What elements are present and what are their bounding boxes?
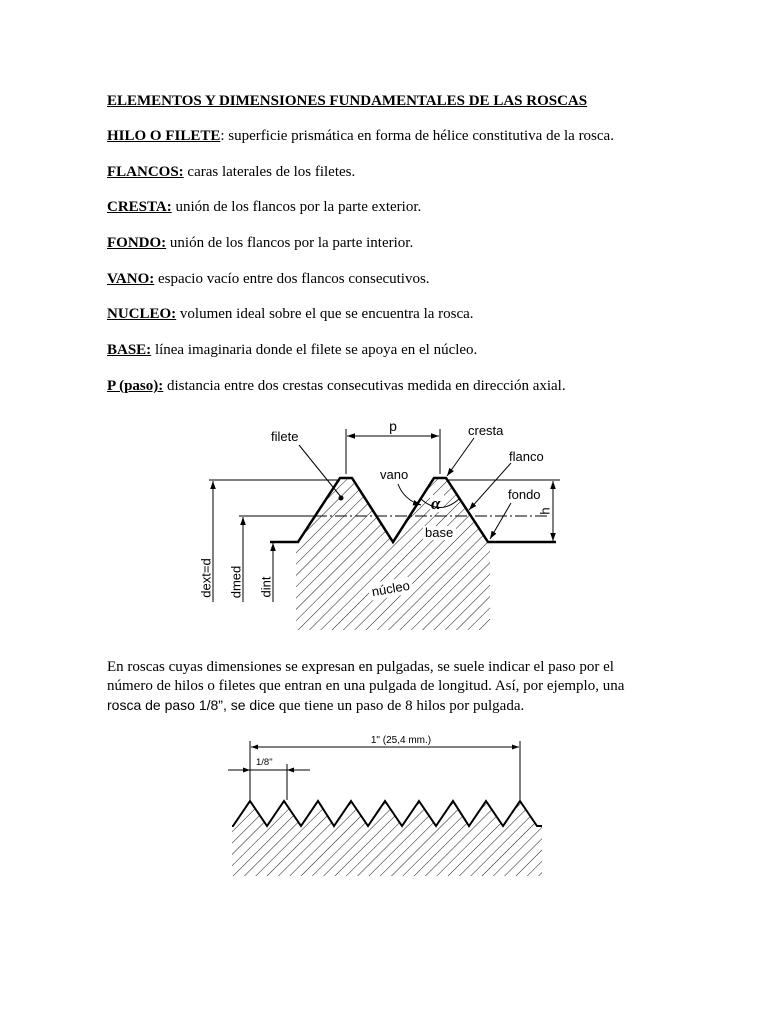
definition-cresta <box>107 198 421 216</box>
dint-label: dint <box>258 576 274 598</box>
dext-label: dext=d <box>198 558 214 598</box>
definition-text: línea imaginaria donde el filete se apoya en el núcleo. <box>151 342 478 358</box>
definition-text: unión de los flancos por la parte exterior. <box>171 199 422 215</box>
inch-length-label: 1" (25,4 mm.) <box>370 735 432 746</box>
inch-paragraph-line-2: número de hilos o filetes que entran en una pulgada de longitud. Así, por ejemplo, una <box>107 678 625 694</box>
fondo-leader-line <box>490 503 511 539</box>
definition-term: P (paso): <box>107 378 164 394</box>
definition-nucleo <box>107 305 474 323</box>
vano-label: vano <box>380 467 409 482</box>
flanco-label: flanco <box>509 449 544 464</box>
fondo-label: fondo <box>508 487 541 502</box>
definition-term: NUCLEO: <box>107 306 177 322</box>
definition-term: FLANCOS: <box>107 164 184 180</box>
definition-fondo <box>107 234 413 252</box>
definition-flancos <box>107 163 355 181</box>
filete-label: filete <box>271 429 299 444</box>
definition-base <box>107 341 477 359</box>
definition-text: volumen ideal sobre el que se encuentra la rosca. <box>176 306 474 322</box>
definition-paso <box>107 377 566 395</box>
inch-pitch-diagram <box>220 722 560 884</box>
inch-paragraph-line-3 <box>107 696 524 715</box>
hatched-threaded-section <box>232 801 542 876</box>
page-title: ELEMENTOS Y DIMENSIONES FUNDAMENTALES DE LAS ROSCAS <box>107 93 588 109</box>
thread-elements-diagram <box>190 405 580 640</box>
definition-vano <box>107 270 430 288</box>
dmed-label: dmed <box>228 565 244 599</box>
nucleo-label: núcleo <box>370 577 411 600</box>
definition-text: caras laterales de los filetes. <box>183 164 356 180</box>
definition-text: espacio vacío entre dos flancos consecutivos. <box>154 271 430 287</box>
definition-hilo <box>107 127 614 145</box>
inch-paragraph-line-3-part-b: que tiene un paso de 8 hilos por pulgada. <box>275 698 525 714</box>
pitch-label: p <box>389 418 397 434</box>
definition-text: : superficie prismática en forma de hélice constitutiva de la rosca. <box>220 128 614 144</box>
filete-leader-line <box>299 445 341 497</box>
definition-text: distancia entre dos crestas consecutivas medida en dirección axial. <box>163 378 566 394</box>
definition-text: unión de los flancos por la parte interior. <box>166 235 414 251</box>
definition-term: FONDO: <box>107 235 167 251</box>
definition-term: VANO: <box>107 271 155 287</box>
inch-paragraph-line-1: En roscas cuyas dimensiones se expresan en pulgadas, se suele indicar el paso por el <box>107 659 614 675</box>
inch-paragraph-line-3-part-a: rosca de paso 1/8”, se dice <box>107 697 276 713</box>
definition-term: HILO O FILETE <box>107 128 221 144</box>
definition-term: BASE: <box>107 342 152 358</box>
pitch-fraction-label: 1/8" <box>256 757 273 768</box>
definition-term: CRESTA: <box>107 199 172 215</box>
angle-label: α <box>431 494 441 513</box>
base-label: base <box>425 525 454 540</box>
cresta-label: cresta <box>468 423 504 438</box>
cresta-leader-line <box>447 438 474 476</box>
filete-leader-dot <box>339 496 344 501</box>
height-label: h <box>537 507 553 515</box>
flanco-leader-line <box>469 463 511 510</box>
